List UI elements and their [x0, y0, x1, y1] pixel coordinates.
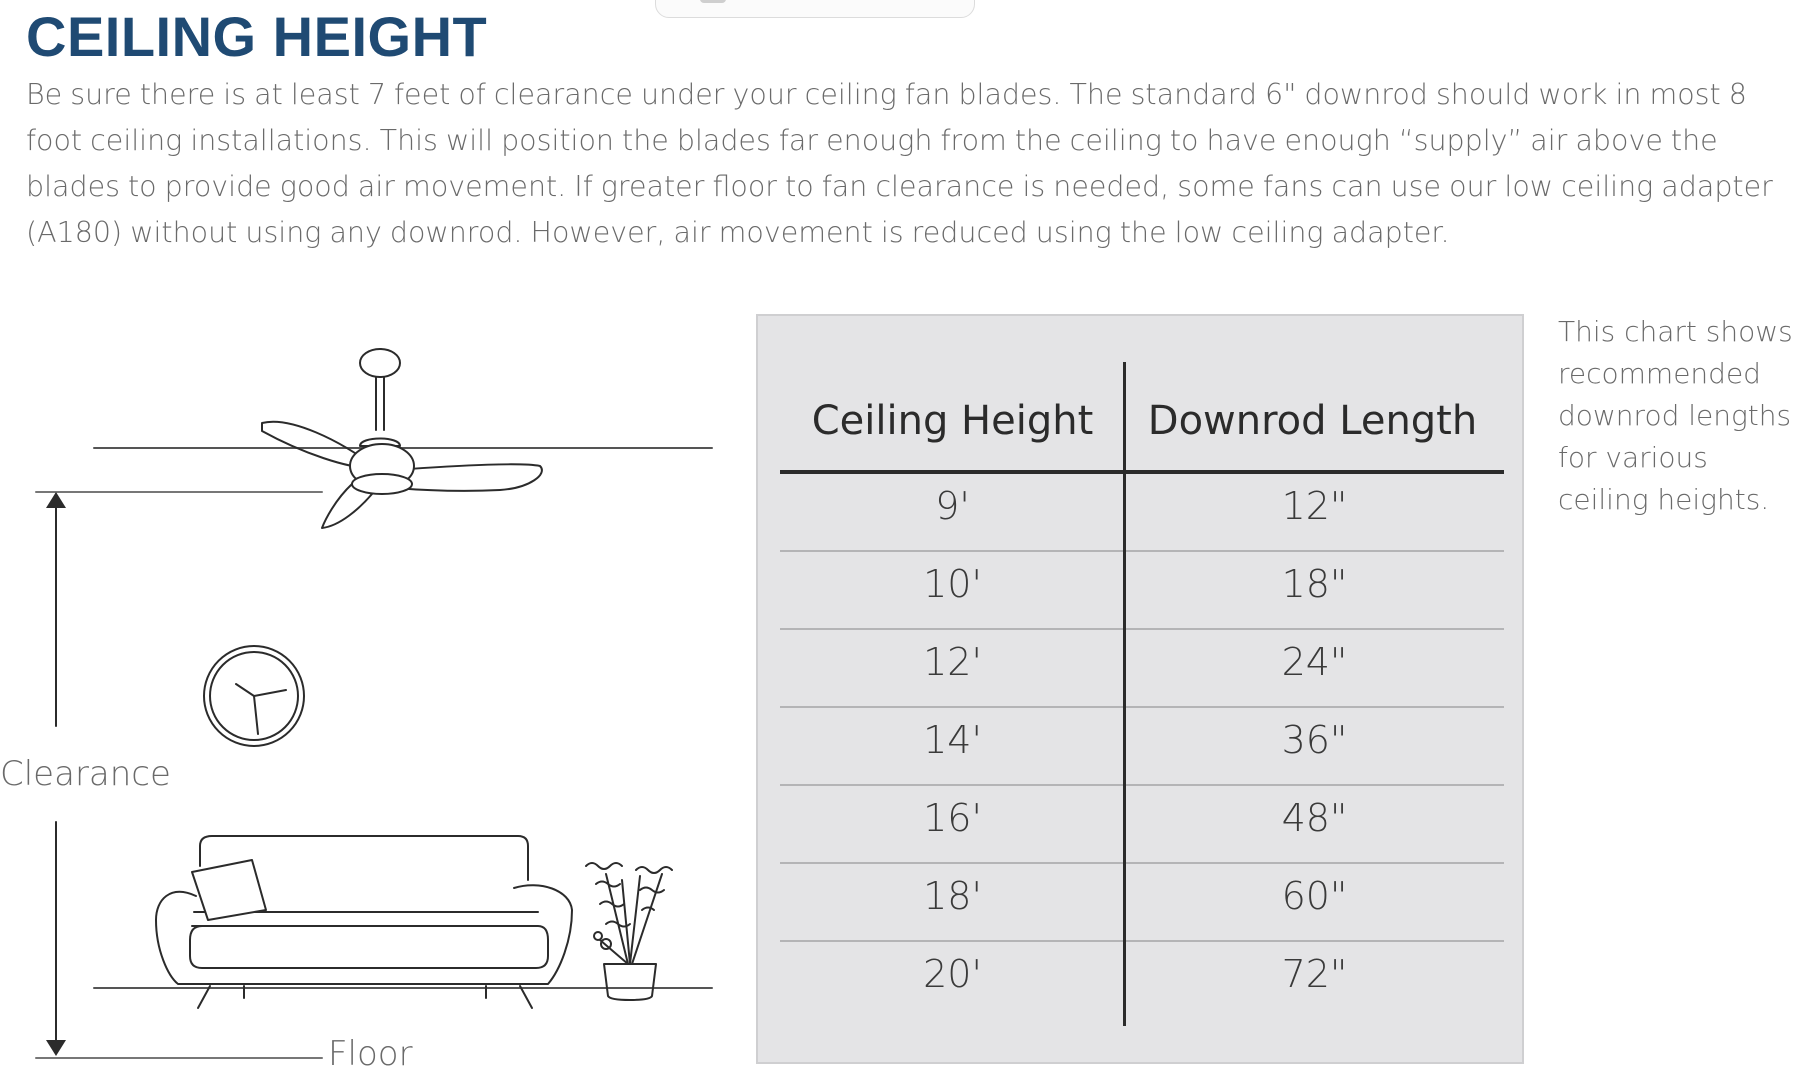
table-row — [780, 708, 1504, 786]
cell-ceiling-height: 10' — [923, 562, 982, 606]
cell-ceiling-height: 20' — [923, 952, 982, 996]
table-header-downrod-length: Downrod Length — [1147, 398, 1478, 444]
downrod-table — [756, 314, 1524, 1064]
chart-caption: This chart shows recommended downrod lengths for various ceiling heights. — [1558, 315, 1793, 516]
tab-notch-icon — [700, 0, 726, 3]
cell-ceiling-height: 9' — [935, 484, 970, 528]
table-row — [780, 630, 1504, 708]
room-illustration — [0, 330, 720, 1073]
page-title: CEILING HEIGHT — [26, 5, 488, 68]
cell-downrod-length: 12" — [1281, 484, 1348, 528]
cell-downrod-length: 72" — [1281, 952, 1348, 996]
table-row — [780, 786, 1504, 864]
column-divider — [1123, 362, 1126, 1026]
intro-paragraph: Be sure there is at least 7 feet of clearance under your ceiling fan blades. The standard 6" downrod should work in most 8 foot ceiling installations. This will position the blades far enough from the ceiling to have enough “supply” air above the blades to provide good air movement. If greater floor to fan clearance is needed, some fans can use our low ceiling adapter (A180) without using any downrod. However, air movement is reduced using the low ceiling adapter. — [26, 78, 1773, 249]
potted-plant-icon — [586, 863, 672, 1000]
table-row — [780, 474, 1504, 552]
table-row — [780, 942, 1504, 1020]
cell-ceiling-height: 18' — [923, 874, 982, 918]
cell-downrod-length: 48" — [1281, 796, 1348, 840]
table-header-ceiling-height: Ceiling Height — [811, 398, 1094, 444]
cell-downrod-length: 24" — [1281, 640, 1348, 684]
table-row — [780, 552, 1504, 630]
cell-ceiling-height: 16' — [923, 796, 982, 840]
ceiling-fan-icon — [262, 349, 542, 528]
clearance-label: Clearance — [0, 754, 171, 794]
sofa-icon — [156, 836, 572, 1008]
table-row — [780, 864, 1504, 942]
top-tab-fragment — [655, 0, 975, 18]
floor-label: Floor — [328, 1034, 413, 1074]
wall-clock-icon — [204, 646, 304, 746]
cell-downrod-length: 18" — [1281, 562, 1348, 606]
cell-ceiling-height: 14' — [923, 718, 982, 762]
cell-downrod-length: 60" — [1281, 874, 1348, 918]
cell-ceiling-height: 12' — [923, 640, 982, 684]
cell-downrod-length: 36" — [1281, 718, 1348, 762]
